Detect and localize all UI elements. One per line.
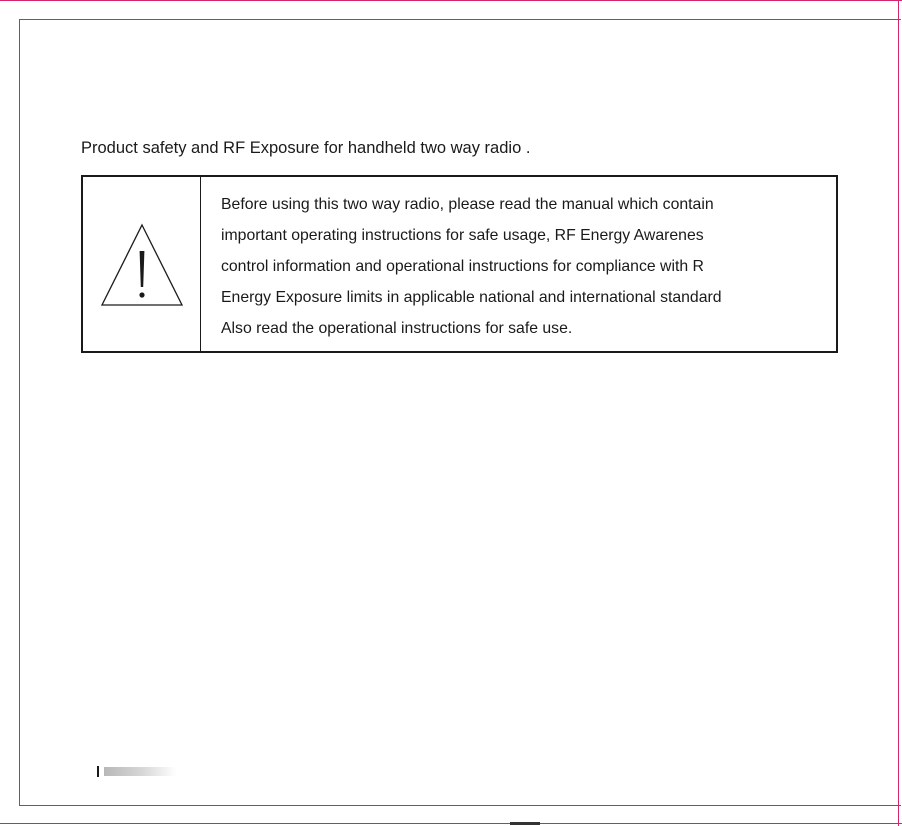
section-heading: Product safety and RF Exposure for handheld two way radio . (81, 139, 531, 157)
crop-line-right (898, 0, 899, 826)
warning-text-line: Before using this two way radio, please read the manual which contain (221, 196, 714, 213)
safety-warning-box (81, 175, 838, 353)
bottom-crop-tick (510, 822, 540, 825)
footer-gradient-bar (104, 767, 176, 776)
crop-line-top (0, 0, 902, 1)
page-frame-top (19, 19, 901, 20)
warning-text-line: control information and operational instructions for compliance with R (221, 258, 704, 275)
page-frame-bottom (19, 805, 901, 806)
warning-text-line: Energy Exposure limits in applicable national and international standard (221, 289, 722, 306)
warning-box-divider (200, 177, 201, 351)
warning-text-block (221, 189, 821, 344)
warning-text-line: Also read the operational instructions for safe use. (221, 320, 573, 337)
footer-page-marker (97, 766, 99, 777)
crop-line-bottom (0, 823, 902, 824)
warning-triangle-icon (100, 221, 184, 309)
warning-text-line: important operating instructions for safe usage, RF Energy Awarenes (221, 227, 704, 244)
page-frame-left (19, 19, 20, 806)
